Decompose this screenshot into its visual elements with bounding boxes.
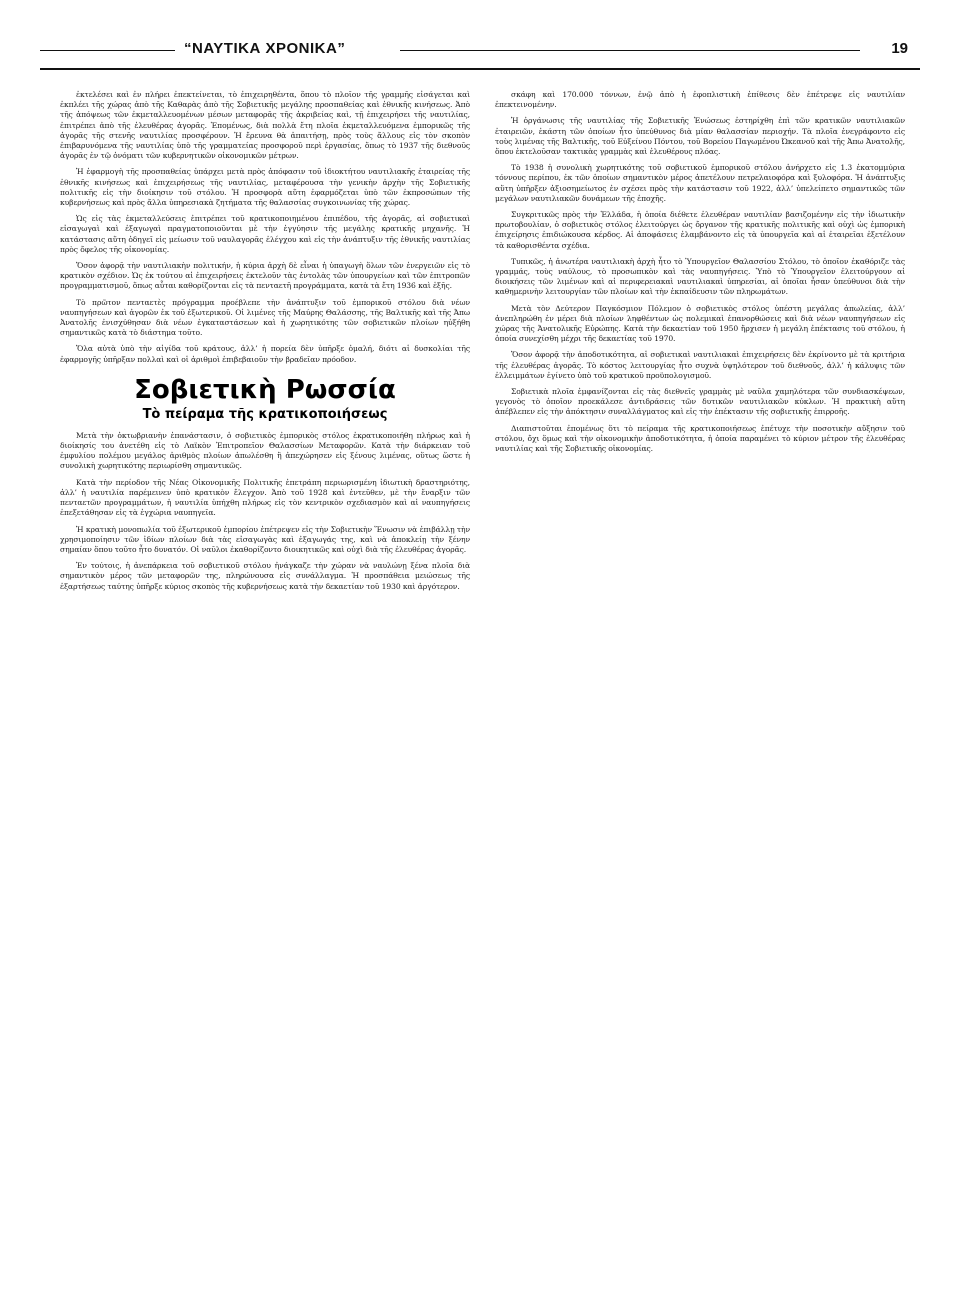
header-rule-left — [40, 50, 175, 51]
article-paragraph: ἐκτελέσει καὶ ἐν πλήρει ἐπεκτείνεται, τὸ ἐπιχειρηθέντα, ὅπου τὸ πλοῖον τῆς γραμμῆς εἰσάγεται καὶ ἐκπλέει τῆς χώρας ἀπὸ τῆς Καθαρὰς ἀπὸ τῆς Σοβιετικῆς μεγάλης προσπαθείας καὶ ἐθνικῆς κινήσεως. Ἀπὸ τῆς ἀπόψεως τῶν ἐκμεταλλευομένων μέσων μεταφορᾶς τῆς ἀκριβείας καὶ, τῇ ἐπιχειρήσει τῆς ναυτιλίας, ἐπιτρέπει ἀπὸ τῆς ἐλευθέρας ἀγορᾶς. Ἐπομένως, διὰ πολλὰ ἔτη πλοῖα ἐκμεταλλευόμενα ἐμπορικῶς τῆς ἀγορᾶς τῆς στενῆς ναυτιλίας προσφέρουν. Ἡ ἔρευνα θὰ ἀπαιτήσῃ, πρὸς τοὺς ἄλλους εἰς τὸν σκοπὸν ἐπιβαρυνόμενα τῆς ναυτιλίας ὑπὸ τῆς γραμματείας προσφοροῦ περὶ ἐργασίας, ὅπως τὸ 1937 τῆς διεθνοῦς ἀγορᾶς ἐν τῷ ὀνόματι τῶν κυβερνητικῶν οἰκονομικῶν μέτρων. — [60, 90, 470, 161]
article-paragraph: Ἡ κρατικὴ μονοπωλία τοῦ ἐξωτερικοῦ ἐμπορίου ἐπέτρεψεν εἰς τὴν Σοβιετικὴν Ἕνωσιν νὰ ἐπιβάλλῃ τὴν χρησιμοποίησιν τῶν ἰδίων πλοίων διὰ τὰς εἰσαγωγὰς καὶ ἐξαγωγάς της, καὶ νὰ ἀποκλείῃ τὴν ξένην σημαίαν ὅπου τοῦτο ἦτο δυνατόν. Οἱ ναῦλοι ἐκαθορίζοντο διοικητικῶς καὶ οὐχὶ διὰ τῆς ἐλευθέρας ἀγορᾶς. — [60, 524, 470, 554]
right-column — [495, 90, 905, 460]
section-subtitle: Τὸ πείραμα τῆς κρατικοποιήσεως — [142, 406, 388, 422]
article-paragraph: Ὅσον ἀφορᾷ τὴν ναυτιλιακὴν πολιτικήν, ἡ κύρια ἀρχὴ δὲ εἶναι ἡ ὑπαγωγὴ ὅλων τῶν ἐνεργειῶν εἰς τὸ κρατικὸν σχέδιον. Ὡς ἐκ τούτου αἱ ἐπιχειρήσεις ἐκτελοῦν τὰς ἐντολὰς τῶν ὑπουργείων καὶ τῶν ἐπιτροπῶν προγραμματισμοῦ, ὅπως αὗται καθορίζονται εἰς τὰ πενταετῆ προγράμματα, κατὰ τὰ ἔτη 1936 καὶ ἑξῆς. — [60, 261, 470, 291]
article-paragraph: Τὸ 1938 ἡ συνολικὴ χωρητικότης τοῦ σοβιετικοῦ ἐμπορικοῦ στόλου ἀνήρχετο εἰς 1.3 ἑκατομμύρια τόννους περίπου, ἐκ τῶν ὁποίων σημαντικὸν μέρος ἀπετέλουν πετρελαιοφόρα καὶ ξυλοφόρα. Ἡ ἀνάπτυξις αὕτη ὑπῆρξεν ἀξιοσημείωτος ἐν σχέσει πρὸς τὴν κατάστασιν τοῦ 1922, ἀλλ’ ὑπελείπετο σημαντικῶς τῶν μεγάλων ναυτιλιακῶν δυνάμεων τῆς ἐποχῆς. — [495, 163, 905, 203]
article-paragraph: Ὡς εἰς τὰς ἐκμεταλλεύσεις ἐπιτρέπει τοῦ κρατικοποιημένου ἐπιπέδου, τῆς ἀγορᾶς, αἱ σοβιετικαὶ εἰσαγωγαὶ καὶ ἐξαγωγαὶ πραγματοποιοῦνται μὲ τὴν ἐγγύησιν τῆς μεγάλης κρατικῆς μηχανῆς. Ἡ κατάστασις αὕτη ὁδηγεῖ εἰς μείωσιν τοῦ ναυλαγορᾶς ἐλέγχου καὶ εἰς τὴν ἀνάπτυξιν τῆς ἐθνικῆς ναυτιλίας πρὸς ὄφελος τῆς οἰκονομίας. — [60, 214, 470, 254]
header-rule-right — [400, 50, 860, 51]
article-paragraph: Σοβιετικὰ πλοῖα ἐμφανίζονται εἰς τὰς διεθνεῖς γραμμὰς μὲ ναῦλα χαμηλότερα τῶν συνδιασκέψεων, γεγονὸς τὸ ὁποῖον προεκάλεσε ἀντιδράσεις τῶν δυτικῶν ναυτιλιακῶν κύκλων. Ἡ πρακτικὴ αὕτη ἀπέβλεπεν εἰς τὴν ἀπόκτησιν συναλλάγματος καὶ εἰς τὴν ἐπέκτασιν τῆς σοβιετικῆς ἐπιρροῆς. — [495, 387, 905, 417]
article-paragraph: Διαπιστοῦται ἐπομένως ὅτι τὸ πείραμα τῆς κρατικοποιήσεως ἐπέτυχε τὴν ποσοτικὴν αὔξησιν τοῦ στόλου, ὄχι ὅμως καὶ τὴν οἰκονομικὴν ἀποδοτικότητα, ἡ ὁποία παραμένει τὸ κύριον μέτρον τῆς ἐλευθέρας ναυτιλίας καὶ τῆς Σοβιετικῆς οἰκονομίας. — [495, 423, 905, 454]
article-paragraph: Κατὰ τὴν περίοδον τῆς Νέας Οἰκονομικῆς Πολιτικῆς ἐπετράπη περιωρισμένη ἰδιωτικὴ δραστηριότης, ἀλλ’ ἡ ναυτιλία παρέμεινεν ὑπὸ κρατικὸν ἔλεγχον. Ἀπὸ τοῦ 1928 καὶ ἐντεῦθεν, μὲ τὴν ἔναρξιν τῶν πενταετῶν προγραμμάτων, ἡ ναυτιλία ὑπήχθη πλήρως εἰς τὸν κεντρικὸν σχεδιασμὸν καὶ αἱ ναυπηγήσεις ἐπεξετάθησαν εἰς τὰ ἐγχώρια ναυπηγεῖα. — [60, 477, 470, 518]
article-paragraph: Τυπικῶς, ἡ ἀνωτέρα ναυτιλιακὴ ἀρχὴ ἦτο τὸ Ὑπουργεῖον Θαλασσίου Στόλου, τὸ ὁποῖον ἐκαθόριζε τὰς γραμμάς, τοὺς ναύλους, τὸ προσωπικὸν καὶ τὰς ναυπηγήσεις. Ὑπὸ τὸ Ὑπουργεῖον ἐλειτούργουν αἱ διοικήσεις τῶν λιμένων καὶ αἱ περιφερειακαὶ ναυτιλιακαὶ ὑπηρεσίαι, αἱ ὁποῖαι ἦσαν ὑπεύθυνοι διὰ τὴν καθημερινὴν λειτουργίαν τῶν πλοίων καὶ τὴν ἐκπαίδευσιν τῶν πληρωμάτων. — [495, 256, 905, 297]
article-paragraph: Συγκριτικῶς πρὸς τὴν Ἑλλάδα, ἡ ὁποία διέθετε ἐλευθέραν ναυτιλίαν βασιζομένην εἰς τὴν ἰδιωτικὴν πρωτοβουλίαν, ὁ σοβιετικὸς στόλος ἐλειτούργει ὡς ὄργανον τῆς κρατικῆς πολιτικῆς καὶ οὐχὶ ὡς ἐμπορικὴ ἐπιχείρησις ἐπιδιώκουσα κέρδος. Αἱ ἀποφάσεις ἐλαμβάνοντο εἰς τὰ ὑπουργεῖα καὶ αἱ ἐταιρεῖαι ἐξετέλουν τὰ καθορισθέντα σχέδια. — [495, 210, 905, 250]
article-paragraph: Τὸ πρῶτον πενταετὲς πρόγραμμα προέβλεπε τὴν ἀνάπτυξιν τοῦ ἐμπορικοῦ στόλου διὰ νέων ναυπηγήσεων καὶ ἀγορῶν ἐκ τοῦ ἐξωτερικοῦ. Οἱ λιμένες τῆς Μαύρης Θαλάσσης, τῆς Βαλτικῆς καὶ τῆς Ἀπω Ἀνατολῆς ἐνισχύθησαν διὰ νέων ἐγκαταστάσεων καὶ ἡ χωρητικότης τῶν σοβιετικῶν πλοίων ηὐξήθη σημαντικῶς κατὰ τὸ διάστημα τοῦτο. — [60, 297, 470, 338]
page-header — [40, 40, 920, 70]
section-title: Σοβιετικὴ Ρωσσία — [134, 374, 396, 405]
article-paragraph: Ἐν τούτοις, ἡ ἀνεπάρκεια τοῦ σοβιετικοῦ στόλου ἠνάγκαζε τὴν χώραν νὰ ναυλώνῃ ξένα πλοῖα διὰ σημαντικὸν μέρος τῶν μεταφορῶν της, πληρώνουσα εἰς συνάλλαγμα. Ἡ προσπάθεια μειώσεως τῆς ἐξαρτήσεως ταύτης ὑπῆρξε κύριος σκοπὸς τῆς κυβερνήσεως κατὰ τὴν δεκαετίαν τοῦ 1930 καὶ ἀργότερον. — [60, 561, 470, 591]
article-paragraph: Μετὰ τὸν Δεύτερον Παγκόσμιον Πόλεμον ὁ σοβιετικὸς στόλος ὑπέστη μεγάλας ἀπωλείας, ἀλλ’ ἀνεπληρώθη ἐν μέρει διὰ πλοίων ληφθέντων ὡς πολεμικαὶ ἐπανορθώσεις καὶ διὰ νέων ναυπηγήσεων εἰς χώρας τῆς Ἀνατολικῆς Εὐρώπης. Κατὰ τὴν δεκαετίαν τοῦ 1950 ἤρχισεν ἡ μεγάλη ἐπέκτασις τοῦ στόλου, ἡ ὁποία συνεχίσθη μέχρι τῆς δεκαετίας τοῦ 1970. — [495, 303, 905, 344]
article-paragraph: σκάφη καὶ 170.000 τόννων, ἐνῷ ἀπὸ ἡ ἐφοπλιστικὴ ἐπίθεσις δὲν ἐπέτρεψε εἰς ναυτιλίαν ἐπεκτεινομένην. — [495, 90, 905, 110]
running-title: “ΝΑΥΤΙΚΑ ΧΡΟΝΙΚΑ” — [180, 40, 349, 57]
article-paragraph: Ὅσον ἀφορᾷ τὴν ἀποδοτικότητα, αἱ σοβιετικαὶ ναυτιλιακαὶ ἐπιχειρήσεις δὲν ἐκρίνοντο μὲ τὰ κριτήρια τῆς ἐλευθέρας ἀγορᾶς. Τὸ κόστος λειτουργίας ἦτο συχνὰ ὑψηλότερον τοῦ διεθνοῦς, ἀλλ’ ἡ κάλυψις τῶν ἐλλειμμάτων ἐγίνετο ὑπὸ τοῦ κρατικοῦ προϋπολογισμοῦ. — [495, 350, 905, 380]
article-paragraph: Ἡ ἐφαρμογὴ τῆς προσπαθείας ὑπάρχει μετὰ πρὸς ἀπόφασιν τοῦ ἰδιοκτήτου ναυτιλιακῆς ἐταιρείας τῆς ἐθνικῆς κινήσεως καὶ ἐπιχειρήσεως τῆς ναυτιλίας, μεταφέρουσα τὴν γενικὴν ἀρχὴν τῆς Σοβιετικῆς πολιτικῆς εἰς τὴν διοίκησιν τοῦ στόλου. Ἡ προσφορὰ αὕτη ἐφαρμόζεται ὑπὸ τῶν ἐκπροσώπων τῆς κυβερνήσεως καὶ πρὸς ἄλλα ὑπηρεσιακὰ ζητήματα τῆς θαλασσίας συγκοινωνίας τῆς χώρας. — [60, 167, 470, 208]
article-paragraph: Ὅλα αὐτὰ ὑπὸ τὴν αἰγίδα τοῦ κράτους, ἀλλ’ ἡ πορεία δὲν ὑπῆρξε ὁμαλή, διότι αἱ δυσκολίαι τῆς ἐφαρμογῆς ὑπῆρξαν πολλαὶ καὶ οἱ ἀριθμοὶ ἐπιβεβαιοῦν τὴν βραδεῖαν πρόοδον. — [60, 344, 470, 364]
article-paragraph: Ἡ ὀργάνωσις τῆς ναυτιλίας τῆς Σοβιετικῆς Ἑνώσεως ἐστηρίχθη ἐπὶ τῶν κρατικῶν ναυτιλιακῶν ἐταιρειῶν, ἑκάστη τῶν ὁποίων ἦτο ὑπεύθυνος διὰ μίαν θαλασσίαν περιοχήν. Τὰ πλοῖα ἐνεγράφοντο εἰς τοὺς λιμένας τῆς Βαλτικῆς, τοῦ Εὐξείνου Πόντου, τοῦ Βορείου Παγωμένου Ὠκεανοῦ καὶ τῆς Ἀπω Ἀνατολῆς, ὅπου ἐκτελοῦσαν τακτικὰς γραμμὰς καὶ ἐλευθέρους πλόας. — [495, 116, 905, 157]
article-paragraph: Μετὰ τὴν ὀκτωβριανὴν ἐπανάστασιν, ὁ σοβιετικὸς ἐμπορικὸς στόλος ἐκρατικοποιήθη πλήρως καὶ ἡ διοίκησίς του ἀνετέθη εἰς τὸ Λαϊκὸν Ἐπιτροπεῖον Θαλασσίων Μεταφορῶν. Κατὰ τὴν διάρκειαν τοῦ ἐμφυλίου πολέμου μεγάλος ἀριθμὸς πλοίων ἀπωλέσθη ἢ ἀπεχώρησεν εἰς ξένους λιμένας, οὕτως ὥστε ἡ συνολικὴ χωρητικότης περιωρίσθη σημαντικῶς. — [60, 430, 470, 471]
left-column — [60, 90, 470, 598]
page-number: 19 — [887, 40, 912, 57]
